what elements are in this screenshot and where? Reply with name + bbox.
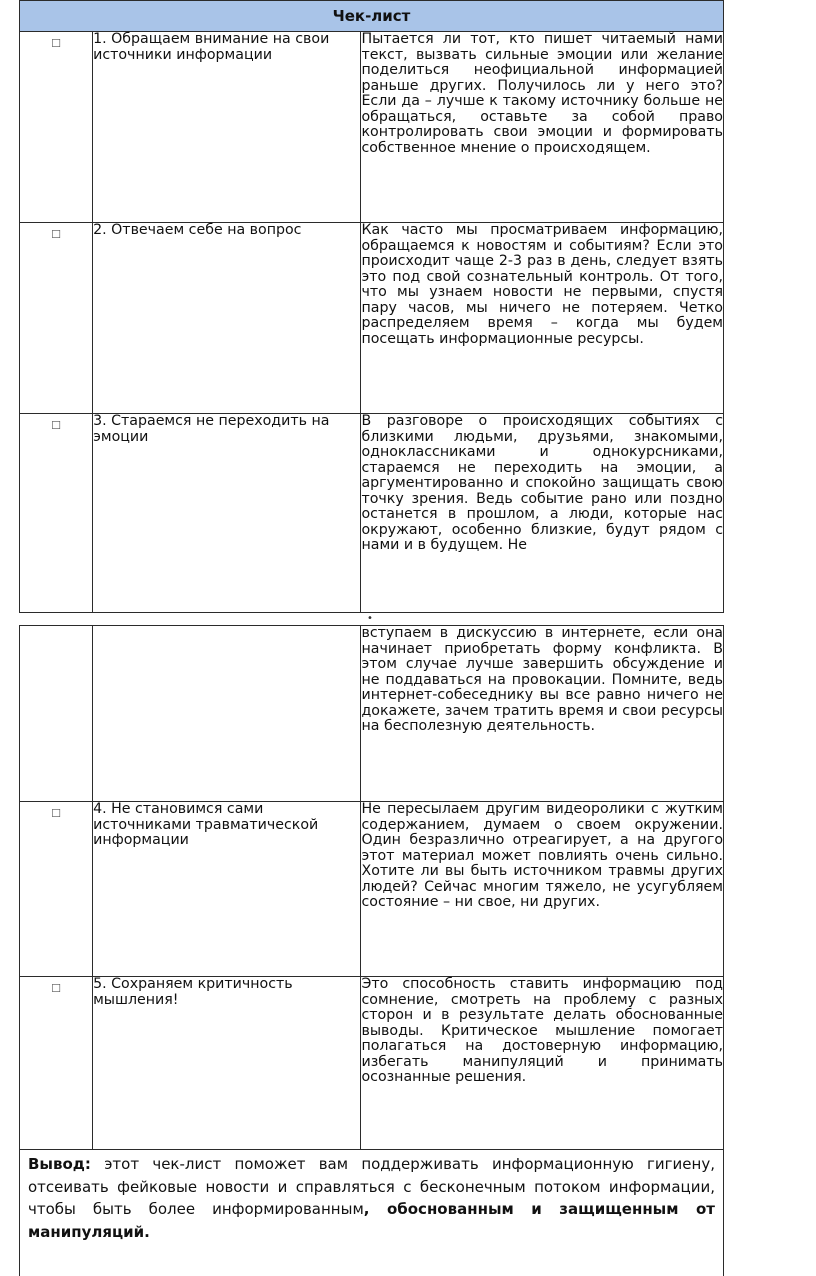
conclusion-box xyxy=(19,1149,724,1276)
checkbox-5[interactable]: ☐ xyxy=(51,982,61,995)
table-row xyxy=(20,32,724,223)
item-title-3: 3. Стараемся не переходить на эмоции xyxy=(93,414,361,613)
table-row xyxy=(20,223,724,414)
item-title-1: 1. Обращаем внимание на свои источники информации xyxy=(93,32,361,223)
item-title-4: 4. Не становимся сами источниками травматической информации xyxy=(93,802,361,977)
table-row xyxy=(20,977,724,1150)
item-description-1: Пытается ли тот, кто пишет читаемый нами текст, вызвать сильные эмоции или желание поделиться неофициальной информацией раньше других. Получилось ли у него это? Если да – лучше к такому источнику больше не обращаться, оставьте за собой право контролировать свои эмоции и формировать собственное мнение о происходящем. xyxy=(361,32,724,223)
conclusion-bold-tail: , обоснованным и защищенным от манипуляций. xyxy=(28,1200,715,1241)
checkbox-3[interactable]: ☐ xyxy=(51,419,61,432)
checklist-table-part-2 xyxy=(19,625,724,1150)
table-row xyxy=(20,414,724,613)
item-description-2: Как часто мы просматриваем информацию, обращаемся к новостям и событиям? Если это происходит чаще 2-3 раз в день, следует взять это под свой сознательный контроль. От того, что мы узнаем новости не первыми, спустя пару часов, мы ничего не потеряем. Четко распределяем время – когда мы будем посещать информационные ресурсы. xyxy=(361,223,724,414)
item-description-3: В разговоре о происходящих событиях с близкими людьми, друзьями, знакомыми, одноклассниками и однокурсниками, стараемся не переходить на эмоции, а аргументированно и спокойно защищать свою точку зрения. Ведь событие рано или поздно останется в прошлом, а люди, которые нас окружают, особенно близкие, будут рядом с нами и в будущем. Не xyxy=(361,414,724,613)
checklist-title: Чек-лист xyxy=(332,7,411,25)
checkbox-2[interactable]: ☐ xyxy=(51,228,61,241)
checklist-table-part-1 xyxy=(19,0,724,613)
conclusion-text: этот чек-лист поможет вам поддерживать информационную гигиену, отсеивать фейковые новости и справляться с бесконечным потоком информации, чтобы быть более информированным xyxy=(28,1155,715,1218)
table-header xyxy=(20,1,724,32)
table-row xyxy=(20,802,724,977)
item-title-5: 5. Сохраняем критичность мышления! xyxy=(93,977,361,1150)
item-title-2: 2. Отвечаем себе на вопрос xyxy=(93,223,361,414)
item-description-5: Это способность ставить информацию под сомнение, смотреть на проблему с разных сторон и в результате делать обоснованные выводы. Критическое мышление помогает полагаться на достоверную информацию, избегать манипуляций и принимать осознанные решения. xyxy=(361,977,724,1150)
conclusion-paragraph xyxy=(28,1153,715,1243)
checkbox-4[interactable]: ☐ xyxy=(51,807,61,820)
item-description-3-continued: вступаем в дискуссию в интернете, если она начинает приобретать форму конфликта. В этом случае лучше завершить обсуждение и не поддаваться на провокации. Помните, ведь интернет-собеседнику вы все равно ничего не докажете, зачем тратить время и свои ресурсы на бесполезную деятельность. xyxy=(361,626,724,802)
conclusion-label: Вывод: xyxy=(28,1155,91,1173)
checkbox-1[interactable]: ☐ xyxy=(51,37,61,50)
page-break-mark: • xyxy=(367,613,373,624)
item-description-4: Не пересылаем другим видеоролики с жутким содержанием, думаем о своем окружении. Один безразлично отреагирует, а на другого этот материал может повлиять очень сильно. Хотите ли вы быть источником травмы других людей? Сейчас многим тяжело, не усугубляем состояние – ни свое, ни других. xyxy=(361,802,724,977)
table-row xyxy=(20,626,724,802)
